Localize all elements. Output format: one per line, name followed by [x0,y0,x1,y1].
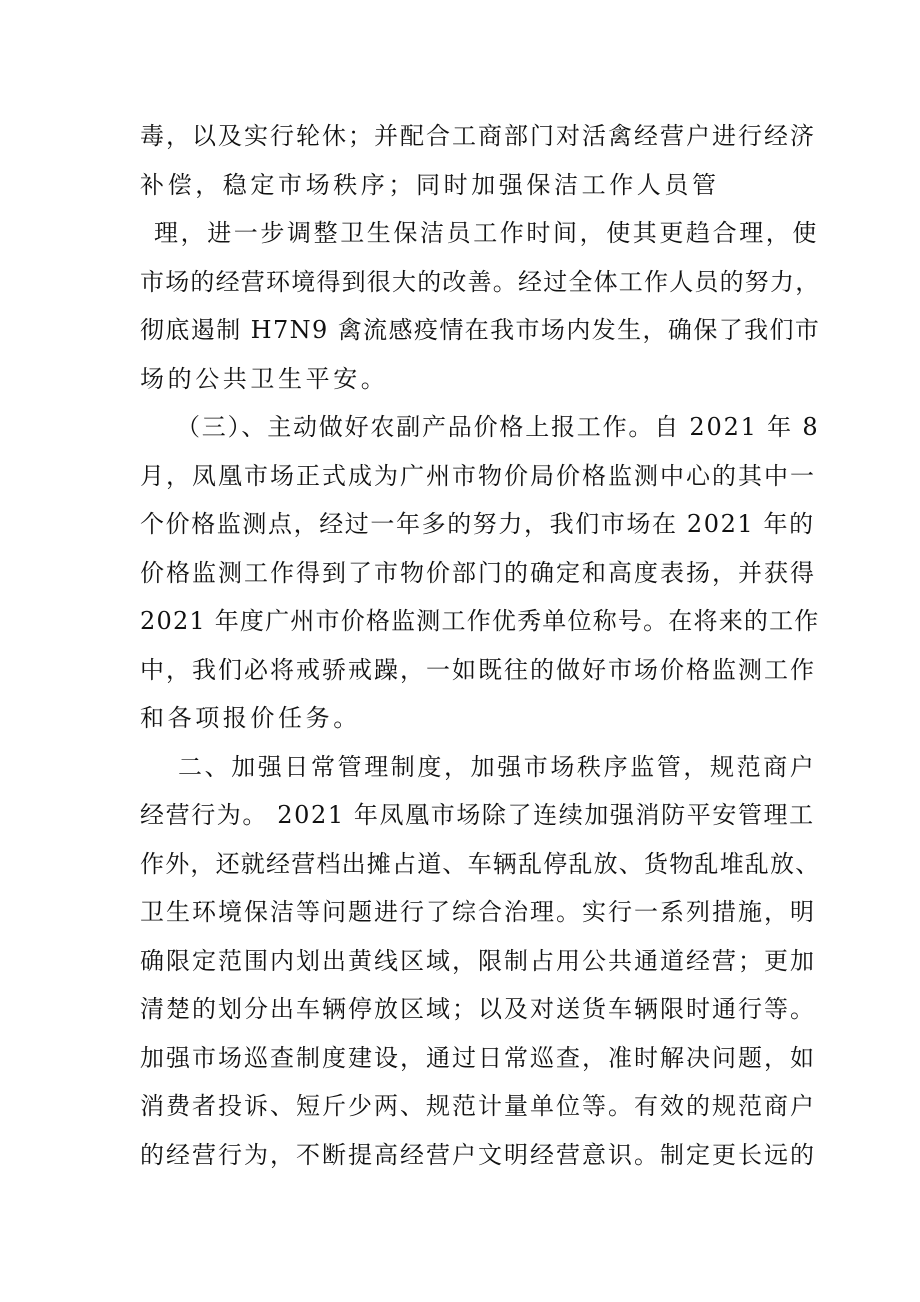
text-line: 2021 年度广州市价格监测工作优秀单位称号。在将来的工作 [140,607,820,635]
text-line: 个价格监测点，经过一年多的努力，我们市场在 2021 年的 [140,510,815,538]
text-line: 卫生环境保洁等问题进行了综合治理。实行一系列措施，明 [140,898,816,926]
text-line: （三）、主动做好农副产品价格上报工作。自 2021 年 8 [176,413,820,441]
text-line: 作外，还就经营档出摊占道、车辆乱停乱放、货物乱堆乱放、 [140,849,821,878]
text-line: 补偿，稳定市场秩序；同时加强保洁工作人员管 [140,170,720,199]
text-line: 价格监测工作得到了市物价部门的确定和高度表扬，并获得 [140,558,816,587]
text-line: 彻底遏制 H7N9 禽流感疫情在我市场内发生，确保了我们市 [140,316,821,344]
text-line: 二、加强日常管理制度，加强市场秩序监管，规范商户 [178,752,817,781]
text-line: 的经营行为，不断提高经营户文明经营意识。制定更长远的 [140,1140,816,1169]
text-line: 确限定范围内划出黄线区域，限制占用公共通道经营；更加 [140,946,816,975]
text-line: 消费者投诉、短斤少两、规范计量单位等。有效的规范商户 [140,1092,816,1120]
document-body [140,112,821,1179]
text-line: 市场的经营环境得到很大的改善。经过全体工作人员的努力， [140,267,821,296]
text-line: 中，我们必将戒骄戒躁，一如既往的做好市场价格监测工作 [140,655,816,684]
text-line: 经营行为。 2021 年凤凰市场除了连续加强消防平安管理工 [140,801,815,829]
text-line: 和各项报价任务。 [140,704,361,732]
text-line: 月，凤凰市场正式成为广州市物价局价格监测中心的其中一 [140,461,816,490]
text-line: 理，进一步调整卫生保洁员工作时间，使其更趋合理，使 [154,219,819,247]
text-line: 加强市场巡查制度建设，通过日常巡查，准时解决问题，如 [140,1043,816,1072]
text-line: 毒，以及实行轮休；并配合工商部门对活禽经营户进行经济 [140,122,816,150]
text-line: 场的公共卫生平安。 [140,364,389,393]
text-line: 清楚的划分出车辆停放区域；以及对送货车辆限时通行等。 [140,995,816,1023]
